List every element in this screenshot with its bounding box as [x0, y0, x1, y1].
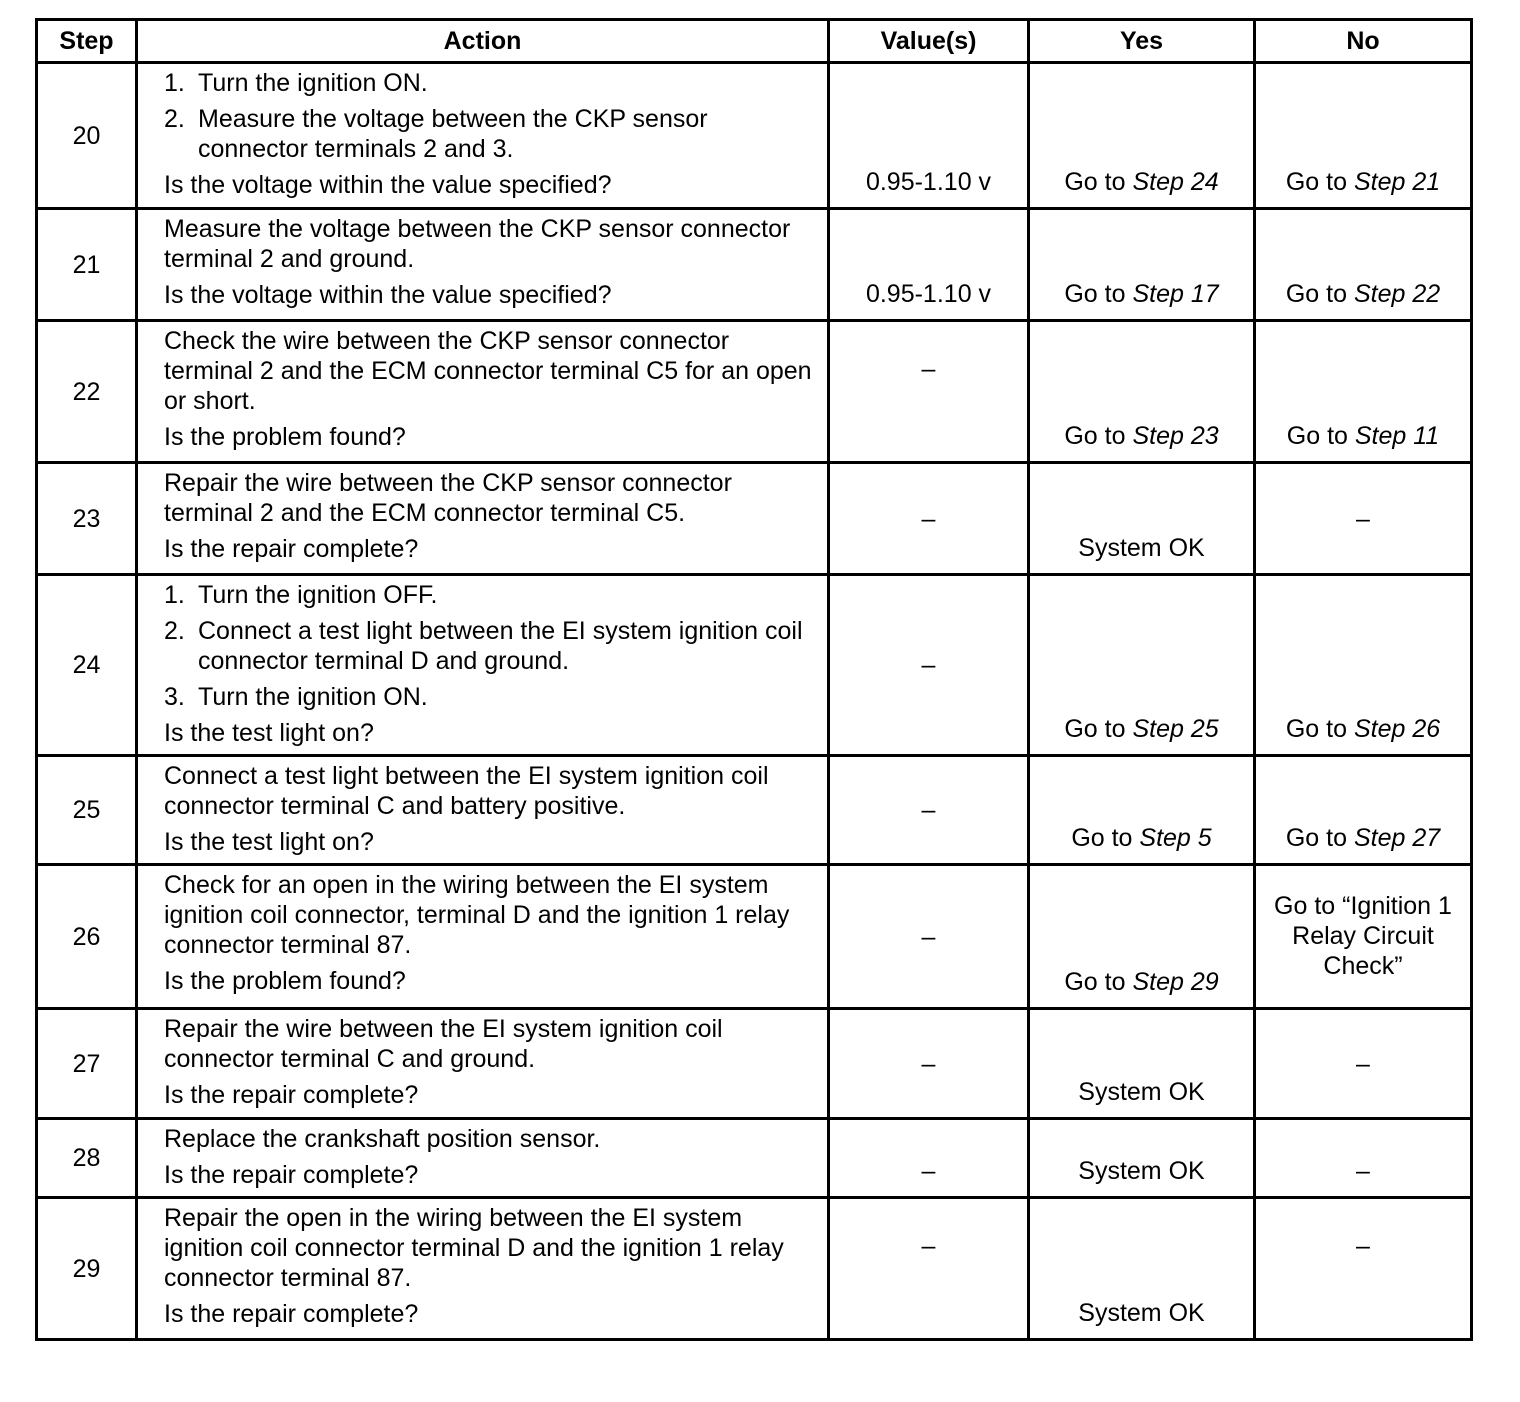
item-number: 2.	[164, 617, 185, 645]
goto-prefix: Go to	[1064, 422, 1133, 450]
action-numbered-item	[164, 580, 813, 610]
no-cell	[1255, 575, 1472, 756]
empty-dash: –	[921, 651, 936, 679]
empty-dash: –	[921, 355, 936, 384]
step-reference: Step 21	[1353, 168, 1441, 196]
item-text: Connect a test light between the EI system ignition coil connector terminal D and ground.	[198, 617, 803, 675]
action-question: Is the repair complete?	[164, 1081, 419, 1109]
value-cell	[829, 321, 1029, 463]
yes-cell	[1029, 575, 1255, 756]
result-text: System OK	[1078, 534, 1205, 562]
no-cell	[1255, 1009, 1472, 1119]
action-numbered-item	[164, 616, 813, 676]
action-text: Repair the open in the wiring between the EI system ignition coil connector terminal D and the ignition 1 relay connector terminal 87.	[164, 1204, 784, 1292]
item-number: 1.	[164, 69, 185, 97]
step-reference: Step 29	[1132, 968, 1219, 996]
action-text: Connect a test light between the EI system ignition coil connector terminal C and battery positive.	[164, 762, 769, 820]
header-no: No	[1255, 20, 1472, 63]
action-text: Check for an open in the wiring between the EI system ignition coil connector, terminal D and the ignition 1 relay connector terminal 87.	[164, 871, 790, 959]
action-cell	[137, 1119, 829, 1198]
no-cell	[1255, 63, 1472, 209]
step-number: 27	[37, 1009, 137, 1119]
value-cell	[829, 1119, 1029, 1198]
header-row	[37, 20, 1472, 63]
yes-cell	[1029, 209, 1255, 321]
goto-prefix: Go to	[1064, 280, 1133, 308]
goto-step-text	[1030, 421, 1253, 451]
yes-cell	[1029, 321, 1255, 463]
value-cell	[829, 63, 1029, 209]
header-step: Step	[37, 20, 137, 63]
table-row	[37, 756, 1472, 865]
table-row	[37, 1119, 1472, 1198]
action-cell	[137, 575, 829, 756]
empty-dash: –	[921, 922, 936, 951]
header-yes: Yes	[1029, 20, 1255, 63]
value-cell	[829, 575, 1029, 756]
step-reference: Step 23	[1132, 422, 1219, 450]
table-row	[37, 1198, 1472, 1340]
goto-step-text	[1256, 279, 1470, 309]
goto-prefix: Go to	[1064, 968, 1133, 996]
goto-prefix: Go to	[1285, 168, 1354, 196]
yes-cell	[1029, 1119, 1255, 1198]
action-cell	[137, 1198, 829, 1340]
empty-dash: –	[921, 1157, 936, 1185]
goto-step-text	[1030, 823, 1253, 853]
header-action: Action	[137, 20, 829, 63]
step-reference: Step 17	[1132, 280, 1219, 308]
action-cell	[137, 865, 829, 1009]
diagnostic-table	[35, 18, 1473, 1341]
goto-step-text	[1256, 714, 1470, 744]
goto-step-text	[1256, 421, 1470, 451]
empty-dash: –	[921, 796, 936, 824]
table-row	[37, 1009, 1472, 1119]
item-text: Measure the voltage between the CKP sensor connector terminals 2 and 3.	[198, 105, 708, 163]
empty-dash: –	[921, 1049, 936, 1078]
action-cell	[137, 321, 829, 463]
table-body	[37, 63, 1472, 1340]
action-numbered-item	[164, 682, 813, 712]
step-number: 23	[37, 463, 137, 575]
step-number: 24	[37, 575, 137, 756]
empty-dash: –	[1356, 1232, 1370, 1261]
no-cell	[1255, 209, 1472, 321]
step-reference: Step 22	[1353, 280, 1441, 308]
no-cell	[1255, 321, 1472, 463]
item-number: 1.	[164, 581, 185, 609]
action-question: Is the problem found?	[164, 967, 406, 995]
action-text: Check the wire between the CKP sensor connector terminal 2 and the ECM connector terminal C5 for an open or short.	[164, 327, 812, 415]
value-cell	[829, 756, 1029, 865]
empty-dash: –	[1356, 1157, 1370, 1185]
action-question: Is the test light on?	[164, 719, 374, 747]
goto-step-text	[1030, 967, 1253, 997]
item-text: Turn the ignition OFF.	[198, 581, 438, 609]
action-text: Repair the wire between the CKP sensor connector terminal 2 and the ECM connector terminal C5.	[164, 469, 732, 527]
goto-step-text	[1030, 279, 1253, 309]
action-text: Repair the wire between the EI system ignition coil connector terminal C and ground.	[164, 1015, 723, 1073]
step-number: 20	[37, 63, 137, 209]
empty-dash: –	[921, 504, 936, 533]
step-reference: Step 26	[1353, 715, 1441, 743]
action-question: Is the problem found?	[164, 423, 406, 451]
action-cell	[137, 209, 829, 321]
action-cell	[137, 756, 829, 865]
value-cell	[829, 865, 1029, 1009]
step-number: 22	[37, 321, 137, 463]
result-text: System OK	[1078, 1078, 1205, 1106]
result-text: System OK	[1078, 1157, 1205, 1185]
action-cell	[137, 63, 829, 209]
goto-prefix: Go to	[1064, 715, 1133, 743]
no-cell	[1255, 865, 1472, 1009]
table-row	[37, 209, 1472, 321]
goto-step-text	[1256, 823, 1470, 853]
step-number: 21	[37, 209, 137, 321]
action-question: Is the repair complete?	[164, 1161, 419, 1189]
table-row	[37, 321, 1472, 463]
goto-prefix: Go to	[1064, 168, 1133, 196]
goto-prefix: Go to	[1286, 422, 1355, 450]
action-question: Is the voltage within the value specified?	[164, 281, 612, 309]
goto-step-text	[1256, 167, 1470, 197]
action-question: Is the voltage within the value specified?	[164, 171, 612, 199]
item-text: Turn the ignition ON.	[198, 69, 428, 97]
item-number: 2.	[164, 105, 185, 133]
no-cell	[1255, 1119, 1472, 1198]
table-row	[37, 575, 1472, 756]
yes-cell	[1029, 1198, 1255, 1340]
yes-cell	[1029, 1009, 1255, 1119]
table-row	[37, 463, 1472, 575]
step-number: 28	[37, 1119, 137, 1198]
result-text: System OK	[1078, 1299, 1205, 1327]
step-reference: Step 27	[1353, 824, 1441, 852]
yes-cell	[1029, 865, 1255, 1009]
step-reference: Step 11	[1354, 422, 1440, 450]
goto-step-text	[1030, 167, 1253, 197]
action-text: Replace the crankshaft position sensor.	[164, 1125, 601, 1153]
no-cell	[1255, 756, 1472, 865]
result-text: 0.95-1.10 v	[865, 168, 992, 196]
value-cell	[829, 209, 1029, 321]
action-cell	[137, 463, 829, 575]
goto-prefix: Go to	[1285, 280, 1354, 308]
header-values: Value(s)	[829, 20, 1029, 63]
goto-prefix: Go to	[1285, 824, 1354, 852]
step-number: 29	[37, 1198, 137, 1340]
item-number: 3.	[164, 683, 185, 711]
item-text: Turn the ignition ON.	[198, 683, 428, 711]
step-number: 25	[37, 756, 137, 865]
table-row	[37, 865, 1472, 1009]
action-numbered-item	[164, 68, 813, 98]
result-text: 0.95-1.10 v	[865, 280, 992, 308]
step-reference: Step 25	[1132, 715, 1219, 743]
value-cell	[829, 1198, 1029, 1340]
step-reference: Step 24	[1132, 168, 1219, 196]
action-text: Measure the voltage between the CKP sensor connector terminal 2 and ground.	[164, 215, 791, 273]
goto-procedure-text: Go to “Ignition 1 Relay Circuit Check”	[1274, 891, 1452, 980]
action-question: Is the repair complete?	[164, 1300, 419, 1328]
step-number: 26	[37, 865, 137, 1009]
yes-cell	[1029, 756, 1255, 865]
action-numbered-item	[164, 104, 813, 164]
empty-dash: –	[921, 1232, 936, 1261]
table-row	[37, 63, 1472, 209]
value-cell	[829, 1009, 1029, 1119]
empty-dash: –	[1356, 1049, 1370, 1078]
action-cell	[137, 1009, 829, 1119]
step-reference: Step 5	[1139, 824, 1212, 852]
action-question: Is the repair complete?	[164, 535, 419, 563]
goto-prefix: Go to	[1285, 715, 1354, 743]
no-cell	[1255, 463, 1472, 575]
value-cell	[829, 463, 1029, 575]
yes-cell	[1029, 463, 1255, 575]
goto-prefix: Go to	[1071, 824, 1140, 852]
yes-cell	[1029, 63, 1255, 209]
goto-step-text	[1030, 714, 1253, 744]
no-cell	[1255, 1198, 1472, 1340]
action-question: Is the test light on?	[164, 828, 374, 856]
empty-dash: –	[1356, 504, 1370, 533]
